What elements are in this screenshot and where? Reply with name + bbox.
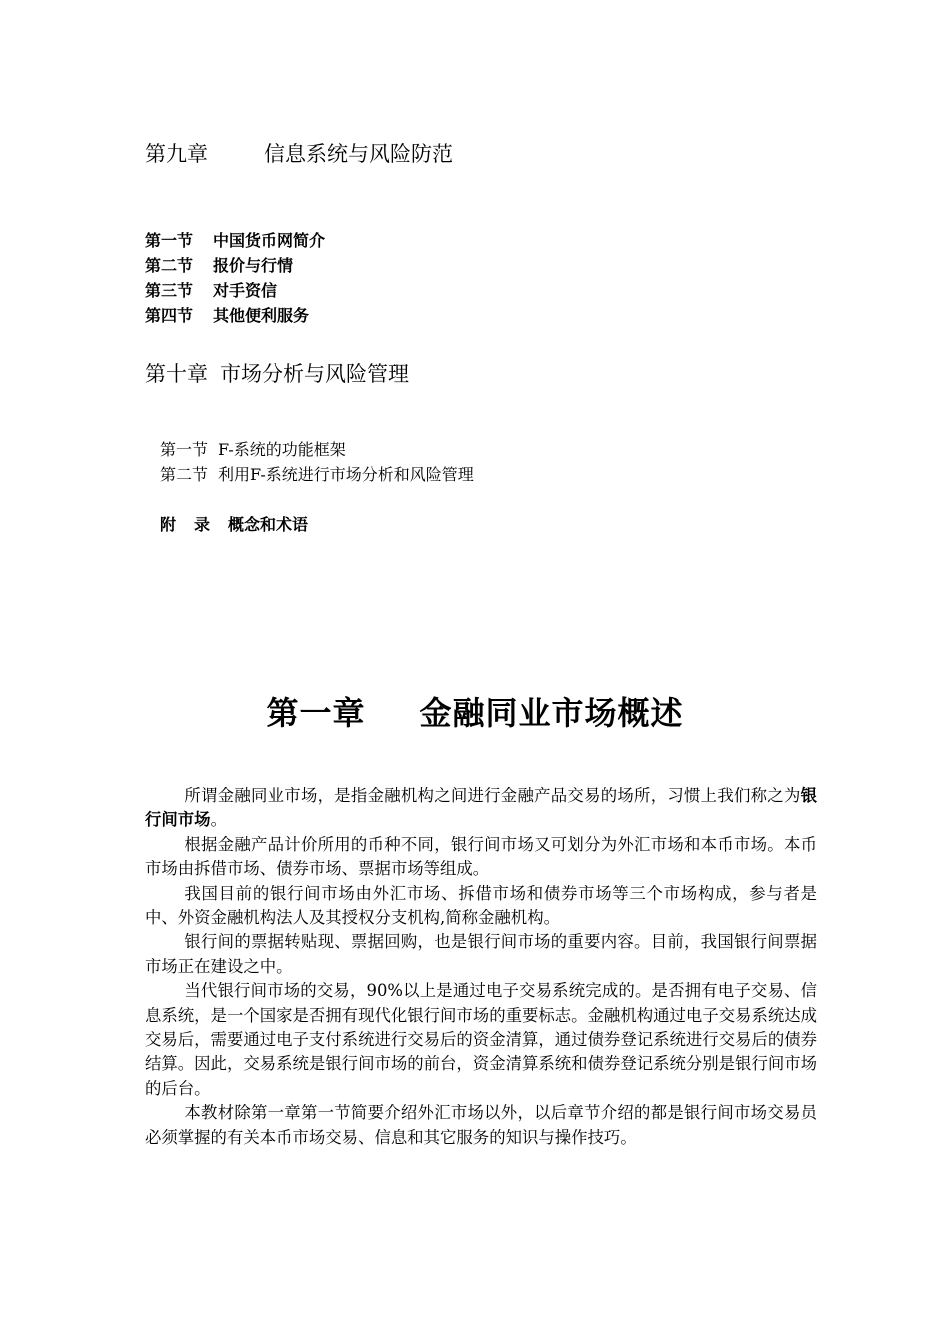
- paragraph-1-text: 所谓金融同业市场，是指金融机构之间进行金融产品交易的场所，习惯上我们称之为: [184, 786, 801, 805]
- toc-section-10-2: [160, 462, 474, 485]
- section-title: 利用F-系统进行市场分析和风险管理: [218, 465, 474, 484]
- chapter1-title: 金融同业市场概述: [419, 694, 684, 732]
- paragraph-4: 银行间的票据转贴现、票据回购，也是银行间市场的重要内容。目前，我国银行间票据市场正在建设之中。: [145, 932, 817, 976]
- section-number: 第二节: [145, 256, 194, 275]
- section-title: 其他便利服务: [213, 306, 310, 325]
- paragraph-5: 当代银行间市场的交易，90%以上是通过电子交易系统完成的。是否拥有电子交易、信息系统，是一个国家是否拥有现代化银行间市场的重要标志。金融机构通过电子交易系统达成交易后，需要通过电子支付系统进行交易后的资金清算，通过债券登记系统进行交易后的债券结算。因此，交易系统是银行间市场的前台，资金清算系统和债券登记系统分别是银行间市场的后台。: [145, 981, 818, 1098]
- toc-appendix: [160, 512, 308, 535]
- paragraph-3: 我国目前的银行间市场由外汇市场、拆借市场和债券市场等三个市场构成，参与者是中、外资金融机构法人及其授权分支机构,简称金融机构。: [145, 883, 817, 928]
- section-title: 对手资信: [213, 281, 278, 300]
- chapter9-heading: [145, 138, 453, 168]
- appendix-label-a: 附: [160, 515, 177, 534]
- toc-section-9-4: [145, 303, 309, 326]
- appendix-label-b: 录: [194, 515, 211, 534]
- chapter10-title: 市场分析与风险管理: [220, 362, 409, 386]
- paragraph-2: 根据金融产品计价所用的币种不同，银行间市场又可划分为外汇市场和本币市场。本币市场由拆借市场、债券市场、票据市场等组成。: [145, 834, 817, 879]
- section-title: 报价与行情: [213, 256, 294, 275]
- toc-section-10-1: [160, 437, 346, 460]
- toc-section-9-3: [145, 278, 277, 301]
- paragraph-1-end: 。: [210, 810, 227, 830]
- section-number: 第二节: [160, 465, 209, 484]
- chapter1-number: 第一章: [266, 694, 366, 732]
- section-number: 第四节: [145, 306, 194, 325]
- chapter9-title: 信息系统与风险防范: [264, 142, 453, 166]
- chapter10-number: 第十章: [145, 362, 208, 386]
- chapter1-heading: [0, 688, 950, 734]
- section-number: 第三节: [145, 281, 194, 300]
- section-title: F-系统的功能框架: [218, 440, 346, 459]
- paragraph-1: [145, 784, 817, 833]
- chapter9-number: 第九章: [145, 142, 208, 166]
- interbank-market-term: 银行间市场: [145, 786, 817, 830]
- paragraph-6: 本教材除第一章第一节简要介绍外汇市场以外，以后章节介绍的都是银行间市场交易员必须掌握的有关本币市场交易、信息和其它服务的知识与操作技巧。: [145, 1103, 817, 1147]
- toc-section-9-1: [145, 228, 325, 251]
- chapter1-body: [145, 784, 817, 1150]
- section-number: 第一节: [145, 231, 194, 250]
- toc-section-9-2: [145, 253, 293, 276]
- appendix-title: 概念和术语: [228, 515, 309, 534]
- section-number: 第一节: [160, 440, 209, 459]
- chapter10-heading: [145, 358, 409, 388]
- section-title: 中国货币网简介: [213, 231, 326, 250]
